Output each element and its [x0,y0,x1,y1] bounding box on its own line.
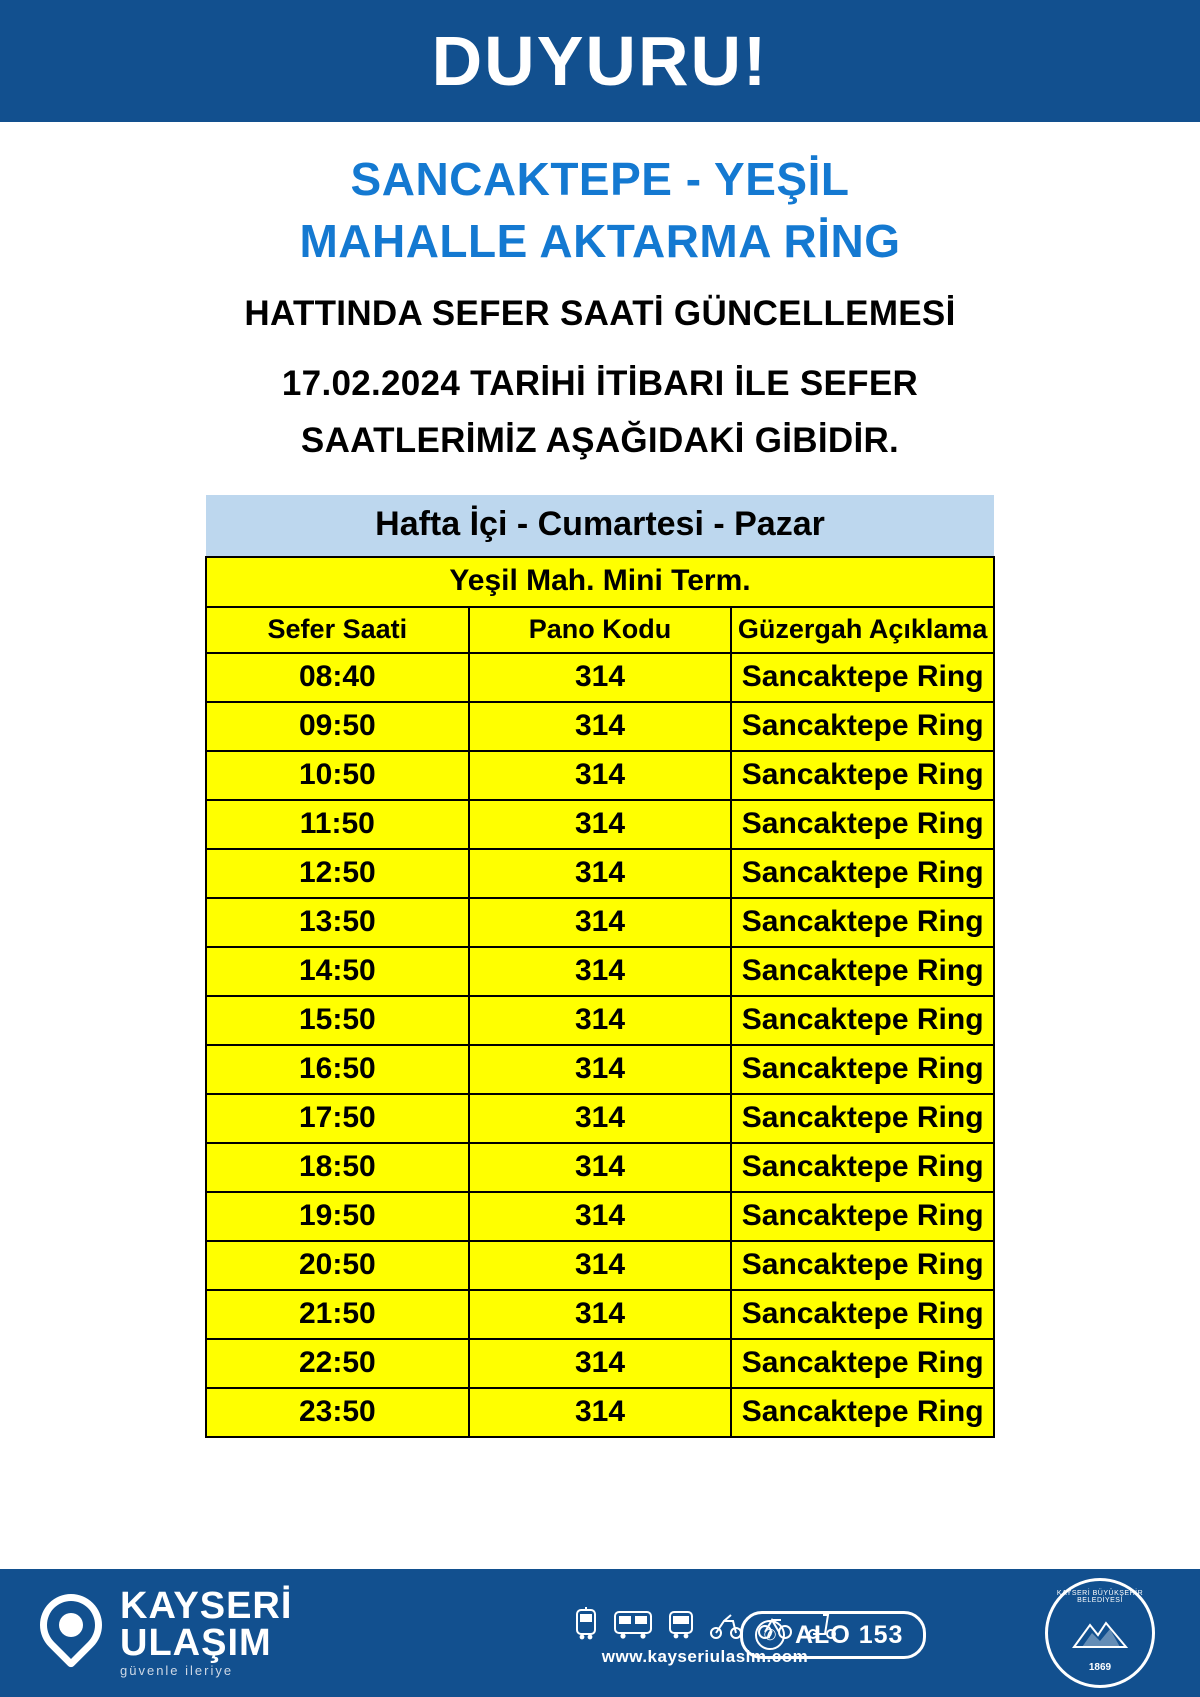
cell-departure-time: 20:50 [206,1241,469,1290]
cell-departure-time: 22:50 [206,1339,469,1388]
brand-tagline: güvenle ileriye [120,1663,234,1679]
table-row [206,849,994,898]
scooter-icon [709,1607,743,1641]
table-row [206,898,994,947]
footer-bar [0,1569,1200,1697]
cell-board-code: 314 [469,751,732,800]
cell-departure-time: 14:50 [206,947,469,996]
column-header-time: Sefer Saati [206,607,469,653]
cell-route-description: Sancaktepe Ring [731,653,994,702]
cell-board-code: 314 [469,849,732,898]
cell-departure-time: 09:50 [206,702,469,751]
cell-board-code: 314 [469,898,732,947]
cell-board-code: 314 [469,1143,732,1192]
cell-board-code: 314 [469,653,732,702]
municipality-seal [1045,1578,1155,1688]
table-row [206,1143,994,1192]
table-row [206,1290,994,1339]
seal-top-text: KAYSERİ BÜYÜKŞEHİR BELEDİYESİ [1056,1590,1144,1604]
table-row [206,1094,994,1143]
cell-departure-time: 23:50 [206,1388,469,1437]
cell-departure-time: 17:50 [206,1094,469,1143]
table-subtitle: Yeşil Mah. Mini Term. [206,557,994,607]
seal-mountain-icon [1068,1615,1132,1655]
table-row [206,1241,994,1290]
cell-departure-time: 12:50 [206,849,469,898]
brand-text [120,1584,293,1679]
cell-route-description: Sancaktepe Ring [731,1192,994,1241]
table-row [206,996,994,1045]
line-name-line1: SANCAKTEPE - YEŞİL [350,153,850,205]
cell-route-description: Sancaktepe Ring [731,1143,994,1192]
schedule-table [205,495,995,1438]
phone-icon: ✆ [755,1620,785,1650]
hotline-badge[interactable] [740,1611,926,1659]
cell-departure-time: 11:50 [206,800,469,849]
cell-board-code: 314 [469,947,732,996]
cell-board-code: 314 [469,996,732,1045]
brand-line2: ULAŞIM [120,1622,272,1665]
table-row [206,947,994,996]
cell-board-code: 314 [469,702,732,751]
subtitle-effective-date-line1: 17.02.2024 TARİHİ İTİBARI İLE SEFER [281,364,919,404]
cell-board-code: 314 [469,1094,732,1143]
cell-board-code: 314 [469,1388,732,1437]
hotline-label: ALO 153 [795,1620,904,1649]
cell-board-code: 314 [469,1192,732,1241]
table-subtitle-row [206,557,994,607]
cell-departure-time: 18:50 [206,1143,469,1192]
cell-route-description: Sancaktepe Ring [731,1339,994,1388]
cell-departure-time: 13:50 [206,898,469,947]
cell-board-code: 314 [469,800,732,849]
cell-route-description: Sancaktepe Ring [731,751,994,800]
table-row [206,751,994,800]
heading-block [0,122,1200,467]
cell-board-code: 314 [469,1339,732,1388]
cell-route-description: Sancaktepe Ring [731,1045,994,1094]
cell-board-code: 314 [469,1290,732,1339]
footer-brand [0,1584,410,1679]
footer-right [1000,1578,1200,1688]
cell-board-code: 314 [469,1241,732,1290]
announcement-banner [0,0,1200,122]
schedule-table-head [206,495,994,653]
line-name-line2: MAHALLE AKTARMA RİNG [299,215,901,268]
cell-route-description: Sancaktepe Ring [731,800,994,849]
column-header-description: Güzergah Açıklama [731,607,994,653]
table-row [206,1388,994,1437]
cell-departure-time: 10:50 [206,751,469,800]
cell-route-description: Sancaktepe Ring [731,947,994,996]
column-header-code: Pano Kodu [469,607,732,653]
cell-departure-time: 15:50 [206,996,469,1045]
cell-departure-time: 21:50 [206,1290,469,1339]
schedule-table-body [206,653,994,1437]
cell-route-description: Sancaktepe Ring [731,898,994,947]
cell-departure-time: 08:40 [206,653,469,702]
table-title: Hafta İçi - Cumartesi - Pazar [206,495,994,557]
table-row [206,1339,994,1388]
cell-route-description: Sancaktepe Ring [731,1094,994,1143]
location-pin-icon [40,1594,102,1672]
table-row [206,800,994,849]
table-column-header-row [206,607,994,653]
website-url[interactable]: www.kayseriulasim.com [601,1647,809,1666]
cell-route-description: Sancaktepe Ring [731,702,994,751]
table-row [206,653,994,702]
subtitle-effective-date-line2: SAATLERİMİZ AŞAĞIDAKİ GİBİDİR. [300,420,900,460]
banner-title: DUYURU! [431,22,769,100]
cell-route-description: Sancaktepe Ring [731,849,994,898]
table-row [206,1192,994,1241]
seal-year: 1869 [1088,1662,1112,1673]
cell-route-description: Sancaktepe Ring [731,1241,994,1290]
table-row [206,1045,994,1094]
tram-icon [573,1607,599,1641]
bus-icon [613,1607,653,1641]
table-row [206,702,994,751]
subtitle-update-notice: HATTINDA SEFER SAATİ GÜNCELLEMESİ [244,294,956,334]
schedule-table-wrap [205,495,995,1438]
cell-board-code: 314 [469,1045,732,1094]
cell-departure-time: 16:50 [206,1045,469,1094]
brand-line1: KAYSERİ [120,1584,293,1627]
cell-route-description: Sancaktepe Ring [731,1290,994,1339]
cell-route-description: Sancaktepe Ring [731,1388,994,1437]
minibus-icon [667,1607,695,1641]
table-title-row [206,495,994,557]
cell-route-description: Sancaktepe Ring [731,996,994,1045]
cell-departure-time: 19:50 [206,1192,469,1241]
